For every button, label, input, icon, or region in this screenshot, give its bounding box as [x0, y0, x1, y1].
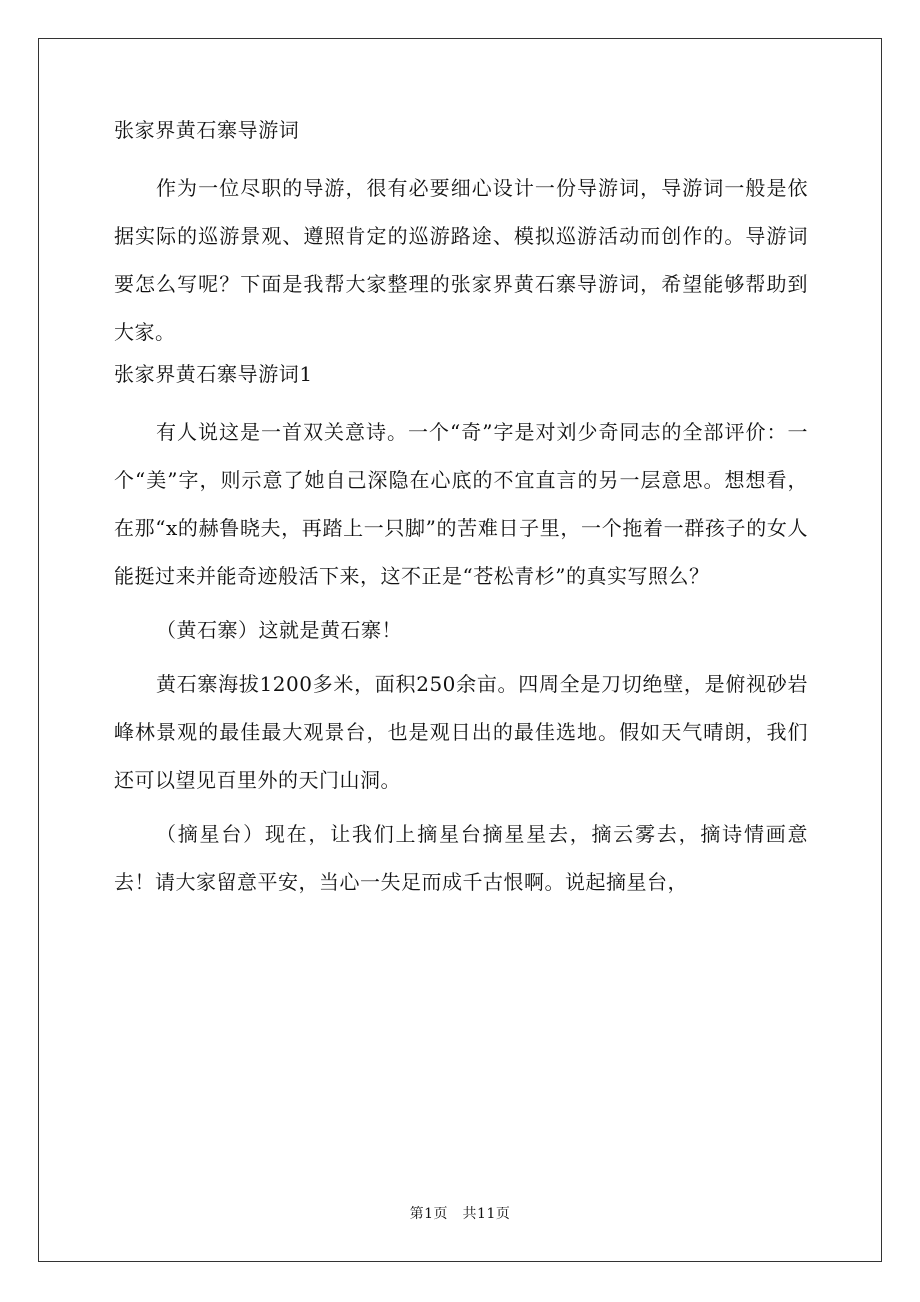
- paragraph-4: （摘星台）现在，让我们上摘星台摘星星去，摘云雾去，摘诗情画意去！请大家留意平安，当心一失足而成千古恨啊。说起摘星台，: [114, 822, 808, 894]
- document-body: [114, 118, 808, 912]
- paragraph-1: 有人说这是一首双关意诗。一个“奇”字是对刘少奇同志的全部评价：一个“美”字，则示意了她自己深隐在心底的不宜直言的另一层意思。想想看，在那“x的赫鲁晓夫，再踏上一只脚”的苦难日子里，一个拖着一群孩子的女人能挺过来并能奇迹般活下来，这不正是“苍松青杉”的真实写照么？: [114, 420, 808, 588]
- paragraph-2: （黄石寨）这就是黄石寨！: [156, 618, 402, 642]
- page-number: 第1页 共11页: [409, 1206, 511, 1222]
- paragraph-3: 黄石寨海拔1200多米，面积250余亩。四周全是刀切绝壁，是俯视砂岩峰林景观的最佳最大观景台，也是观日出的最佳选地。假如天气晴朗，我们还可以望见百里外的天门山洞。: [114, 672, 808, 792]
- document-title: 张家界黄石寨导游词: [114, 118, 300, 142]
- section-body: [114, 408, 808, 906]
- intro-block: [114, 164, 808, 356]
- section-title: 张家界黄石寨导游词1: [114, 362, 313, 386]
- intro-paragraph: 作为一位尽职的导游，很有必要细心设计一份导游词，导游词一般是依据实际的巡游景观、遵照肯定的巡游路途、模拟巡游活动而创作的。导游词要怎么写呢？下面是我帮大家整理的张家界黄石寨导游词，希望能够帮助到大家。: [114, 176, 808, 344]
